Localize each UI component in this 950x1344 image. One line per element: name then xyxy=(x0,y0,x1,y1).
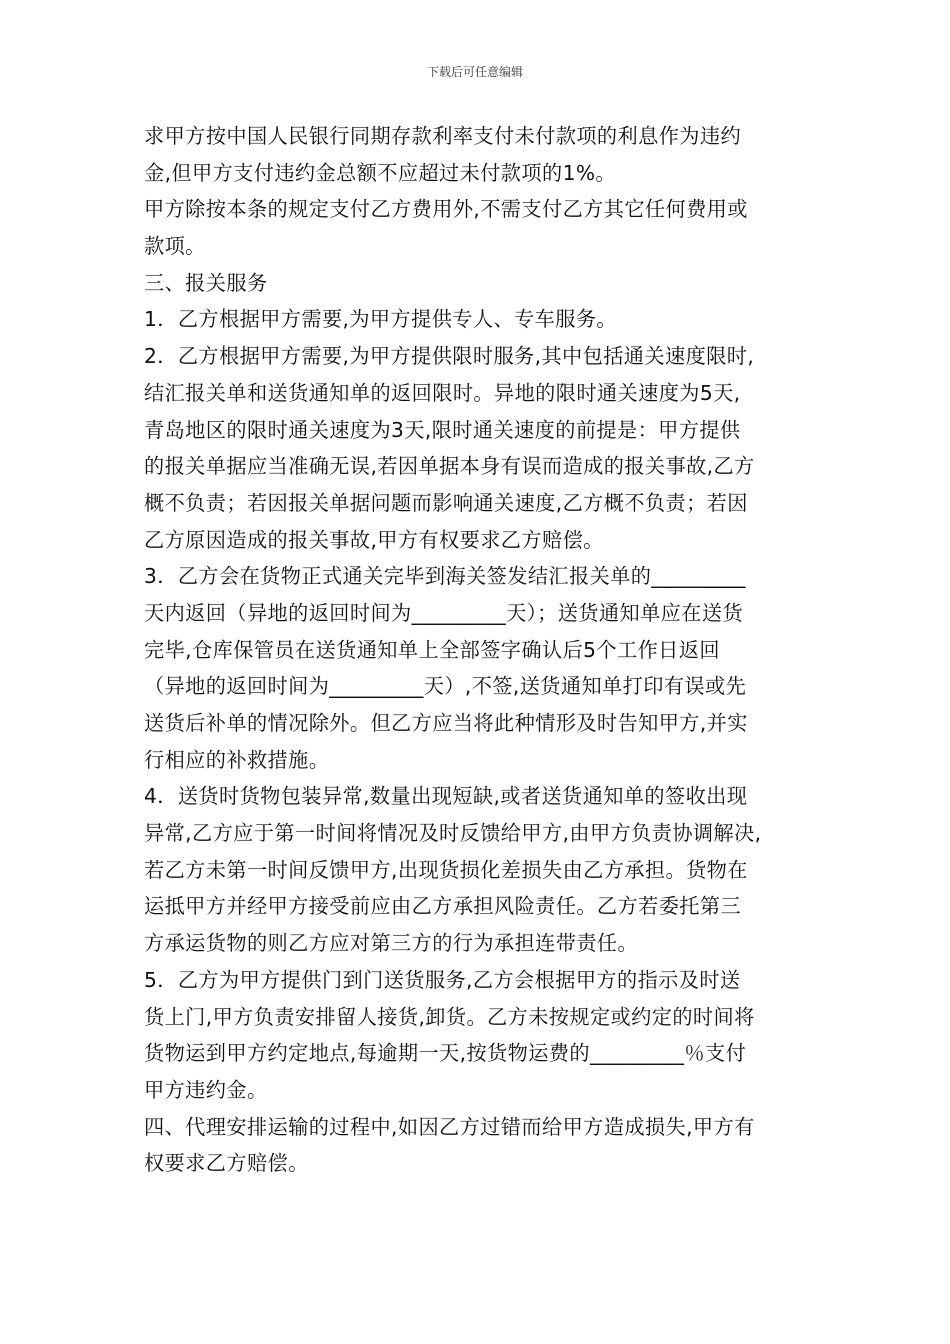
text-line: 异常,乙方应于第一时间将情况及时反馈给甲方,由甲方负责协调解决, xyxy=(144,821,762,846)
page-header: 下载后可任意编辑 xyxy=(426,65,523,79)
text-line: 4．送货时货物包装异常,数量出现短缺,或者送货通知单的签收出现 xyxy=(144,784,748,809)
text-line: 若乙方未第一时间反馈甲方,出现货损化差损失由乙方承担。货物在 xyxy=(144,857,748,882)
document-body xyxy=(144,118,810,1182)
text-line: 结汇报关单和送货通知单的返回限时。异地的限时通关速度为5天, xyxy=(144,380,741,405)
text-line: 概不负责；若因报关单据问题而影响通关速度,乙方概不负责；若因 xyxy=(144,490,748,515)
text-line: 的报关单据应当准确无误,若因单据本身有误而造成的报关事故,乙方 xyxy=(144,454,755,479)
section-heading: 四、代理安排运输的过程中,如因乙方过错而给甲方造成损失,甲方有 xyxy=(144,1114,755,1139)
text-line: 3．乙方会在货物正式通关完毕到海关签发结汇报关单的_________ xyxy=(144,564,746,589)
text-line: 款项。 xyxy=(144,234,206,259)
text-line: 乙方原因造成的报关事故,甲方有权要求乙方赔偿。 xyxy=(144,527,604,552)
text-line: 权要求乙方赔偿。 xyxy=(144,1151,309,1176)
text-line: 送货后补单的情况除外。但乙方应当将此种情形及时告知甲方,并实 xyxy=(144,711,748,735)
text-line: 行相应的补救措施。 xyxy=(144,747,330,772)
text-line: 完毕,仓库保管员在送货通知单上全部签字确认后5个工作日返回 xyxy=(144,637,720,662)
text-line: 青岛地区的限时通关速度为3天,限时通关速度的前提是：甲方提供 xyxy=(144,417,741,442)
text-line: （异地的返回时间为_________天）,不签,送货通知单打印有误或先 xyxy=(144,674,747,699)
text-line: 求甲方按中国人民银行同期存款利率支付未付款项的利息作为违约 xyxy=(144,124,742,148)
text-line: 金,但甲方支付违约金总额不应超过未付款项的1%。 xyxy=(144,160,616,185)
text-line: 5．乙方为甲方提供门到门送货服务,乙方会根据甲方的指示及时送 xyxy=(144,967,741,992)
text-line: 2．乙方根据甲方需要,为甲方提供限时服务,其中包括通关速度限时, xyxy=(144,344,755,369)
text-line: 货上门,甲方负责安排留人接货,卸货。乙方未按规定或约定的时间将 xyxy=(144,1004,755,1029)
text-line: 甲方违约金。 xyxy=(144,1077,268,1102)
text-line: 天内返回（异地的返回时间为_________天）；送货通知单应在送货 xyxy=(144,600,744,625)
text-line: 1．乙方根据甲方需要,为甲方提供专人、专车服务。 xyxy=(144,307,617,332)
text-line: 货物运到甲方约定地点,每逾期一天,按货物运费的_________％支付 xyxy=(144,1041,747,1066)
text-line: 方承运货物的则乙方应对第三方的行为承担连带责任。 xyxy=(144,931,639,956)
text-line: 甲方除按本条的规定支付乙方费用外,不需支付乙方其它任何费用或 xyxy=(144,197,748,222)
section-heading: 三、报关服务 xyxy=(144,270,268,295)
text-line: 运抵甲方并经甲方接受前应由乙方承担风险责任。乙方若委托第三 xyxy=(144,894,742,919)
